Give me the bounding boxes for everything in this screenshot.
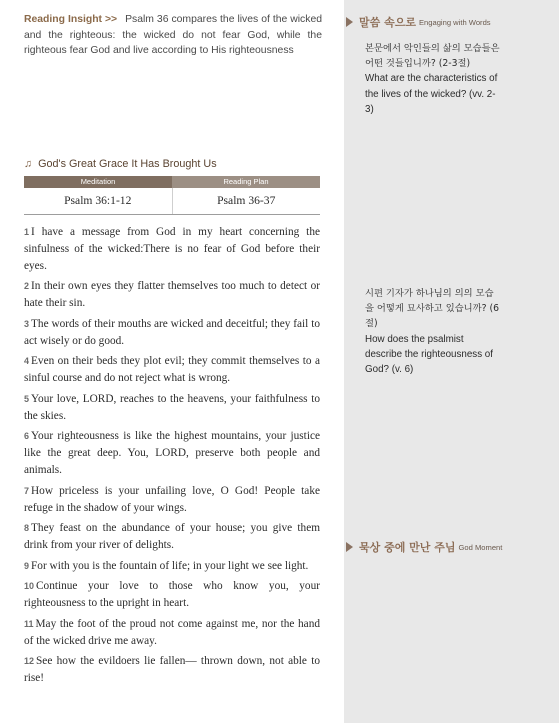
question-2-ko: 시편 기자가 하나님의 의의 모습을 어떻게 묘사하고 있습니까? (6절) — [365, 288, 500, 330]
reading-insight — [24, 12, 322, 59]
verse-number: 2 — [24, 281, 30, 292]
verse-number: 7 — [24, 485, 30, 496]
question-1-ko: 본문에서 악인들의 삶의 모습들은 어떤 것들입니까? (2-3절) — [365, 43, 500, 70]
question-2-en: How does the psalmist describe the righteousness of God? (v. 6) — [365, 333, 493, 376]
question-1 — [365, 41, 500, 117]
verse-number: 3 — [24, 318, 30, 329]
meditation-header: Meditation — [80, 177, 116, 186]
verse-5 — [24, 391, 320, 425]
verse-7 — [24, 483, 320, 517]
verse-number: 12 — [24, 656, 35, 667]
engaging-heading-ko: 말씀 속으로 — [359, 16, 416, 29]
triangle-bullet-icon — [346, 17, 353, 27]
verse-11 — [24, 616, 320, 650]
reading-plan-value: Psalm 36-37 — [217, 194, 276, 207]
verse-number: 9 — [24, 560, 30, 571]
verse-number: 10 — [24, 581, 35, 592]
reading-insight-label: Reading Insight — [24, 14, 103, 25]
section-title — [24, 158, 217, 170]
verse-text: May the foot of the proud not come against me, nor the hand of the wicked drive me away. — [24, 617, 320, 647]
engaging-with-words-heading — [346, 14, 491, 30]
section-title-text: God's Great Grace It Has Brought Us — [38, 158, 217, 170]
god-moment-heading-en: God Moment — [458, 542, 503, 552]
reading-insight-paragraph — [24, 12, 322, 59]
reading-insight-arrows: >> — [104, 14, 118, 25]
verse-9 — [24, 558, 320, 575]
verse-text: See how the evildoers lie fallen— thrown down, not able to rise! — [24, 655, 320, 685]
plan-table-row — [24, 188, 320, 215]
verse-text: Continue your love to those who know you, your righteousness to the upright in heart. — [24, 580, 320, 610]
verse-number: 6 — [24, 431, 30, 442]
plan-table-header — [24, 176, 320, 188]
verse-4 — [24, 353, 320, 387]
verse-number: 4 — [24, 356, 30, 367]
engaging-heading-en: Engaging with Words — [418, 17, 491, 27]
verse-1 — [24, 224, 320, 275]
verse-text: For with you is the fountain of life; in your light we see light. — [31, 559, 309, 572]
verse-8 — [24, 520, 320, 554]
verse-number: 1 — [24, 227, 30, 237]
verse-text: In their own eyes they flatter themselves too much to detect or hate their sin. — [24, 280, 320, 310]
verse-text: Your love, LORD, reaches to the heavens, your faithfulness to the skies. — [24, 392, 320, 422]
meditation-value: Psalm 36:1-12 — [24, 188, 173, 214]
question-1-en: What are the characteristics of the lives of the wicked? (vv. 2-3) — [365, 73, 498, 115]
verse-text: Your righteousness is like the highest mountains, your justice like the great deep. You, LORD, preserve both people and animals. — [24, 430, 320, 477]
verse-text: They feast on the abundance of your house; you give them drink from your river of delights. — [24, 522, 320, 552]
god-moment-heading — [346, 539, 502, 555]
reading-insight-text: Psalm 36 compares the lives of the wicked and the righteous: the wicked do not fear God, while the righteous fear God and live according to His righteousness — [24, 14, 322, 56]
verse-10 — [24, 578, 320, 612]
verse-text: How priceless is your unfailing love, O God! People take refuge in the shadow of your wings. — [24, 484, 320, 514]
verse-text: The words of their mouths are wicked and deceitful; they fail to act wisely or do good. — [24, 317, 320, 347]
verse-6 — [24, 428, 320, 479]
triangle-bullet-icon — [346, 542, 353, 552]
verse-2 — [24, 278, 320, 312]
reading-plan-header: Reading Plan — [172, 176, 320, 188]
god-moment-heading-ko: 묵상 중에 만난 주님 — [359, 541, 456, 554]
verse-12 — [24, 653, 320, 687]
reading-plan-table — [24, 176, 320, 215]
verse-text: I have a message from God in my heart concerning the sinfulness of the wicked:There is no fear of God before their eyes. — [24, 226, 320, 272]
verse-number: 11 — [24, 618, 34, 629]
scripture-passage — [24, 224, 320, 691]
verse-number: 8 — [24, 523, 30, 534]
verse-3 — [24, 316, 320, 350]
verse-text: Even on their beds they plot evil; they commit themselves to a sinful course and do not reject what is wrong. — [24, 355, 320, 385]
music-note-icon: ♫ — [24, 158, 33, 170]
question-2 — [365, 286, 500, 377]
verse-number: 5 — [24, 393, 30, 404]
